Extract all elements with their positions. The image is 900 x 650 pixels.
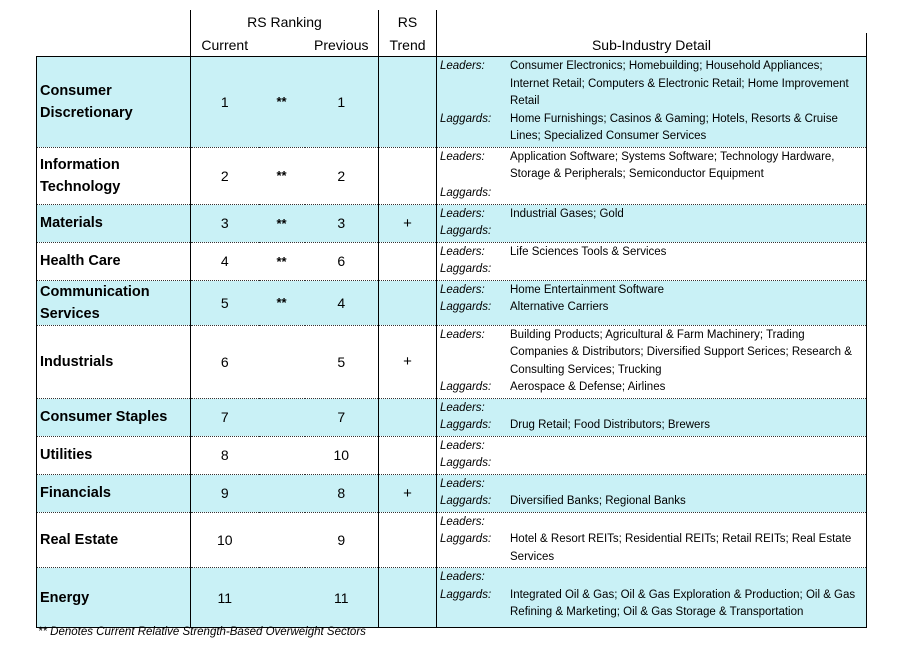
leaders-text: Consumer Electronics; Homebuilding; Household Appliances; Internet Retail; Computers & Electronic Retail; Home Improvement Retail bbox=[510, 60, 849, 107]
rs-trend bbox=[379, 147, 437, 204]
sector-name: Health Care bbox=[37, 242, 191, 280]
rs-header: RS bbox=[379, 10, 437, 33]
sub-industry-header: Sub-Industry Detail bbox=[437, 33, 867, 57]
leaders-line bbox=[440, 400, 862, 418]
laggards-line bbox=[440, 111, 862, 146]
rs-trend: + bbox=[379, 204, 437, 242]
previous-rank: 9 bbox=[305, 512, 379, 568]
current-rank: 7 bbox=[191, 398, 259, 436]
laggards-text: Home Furnishings; Casinos & Gaming; Hotels, Resorts & Cruise Lines; Specialized Consumer Services bbox=[510, 112, 838, 142]
rs-trend bbox=[379, 568, 437, 628]
overweight-marker: ** bbox=[259, 147, 305, 204]
laggards-line bbox=[440, 493, 862, 511]
leaders-text: Building Products; Agricultural & Farm Machinery; Trading Companies & Distributors; Diversified Support Serices; Research & Consulting Services; Trucking bbox=[510, 328, 852, 376]
rs-trend bbox=[379, 57, 437, 148]
header-row-1 bbox=[37, 10, 867, 33]
rs-trend: + bbox=[379, 474, 437, 512]
leaders-text: Industrial Gases; Gold bbox=[510, 207, 624, 220]
previous-rank: 11 bbox=[305, 568, 379, 628]
sub-industry-detail bbox=[437, 512, 867, 568]
table-row bbox=[37, 436, 867, 474]
laggards-text bbox=[510, 261, 862, 279]
laggards-label: Laggards: bbox=[440, 419, 492, 431]
laggards-label: Laggards: bbox=[440, 112, 492, 125]
laggards-line bbox=[440, 531, 862, 566]
sub-industry-detail bbox=[437, 242, 867, 280]
leaders-label: Leaders: bbox=[440, 245, 485, 258]
sector-name: Financials bbox=[37, 474, 191, 512]
laggards-label: Laggards: bbox=[440, 263, 492, 275]
laggards-text bbox=[510, 455, 862, 473]
leaders-line bbox=[440, 149, 862, 184]
current-rank: 11 bbox=[191, 568, 259, 628]
laggards-text bbox=[510, 223, 862, 241]
current-rank: 4 bbox=[191, 242, 259, 280]
overweight-marker: ** bbox=[259, 242, 305, 280]
leaders-line bbox=[440, 438, 862, 456]
current-rank: 2 bbox=[191, 147, 259, 204]
laggards-label: Laggards: bbox=[440, 495, 492, 507]
table-row bbox=[37, 280, 867, 325]
leaders-label: Leaders: bbox=[440, 283, 485, 296]
sector-name: Real Estate bbox=[37, 512, 191, 568]
laggards-label: Laggards: bbox=[440, 588, 492, 601]
sub-industry-detail bbox=[437, 568, 867, 628]
table-row bbox=[37, 57, 867, 148]
leaders-line bbox=[440, 476, 862, 494]
sector-name: Industrials bbox=[37, 325, 191, 398]
leaders-line bbox=[440, 514, 862, 532]
previous-rank: 6 bbox=[305, 242, 379, 280]
leaders-label: Leaders: bbox=[440, 60, 485, 72]
current-rank: 1 bbox=[191, 57, 259, 148]
sub-industry-detail bbox=[437, 474, 867, 512]
rs-trend bbox=[379, 280, 437, 325]
laggards-label: Laggards: bbox=[440, 225, 492, 237]
leaders-text: Home Entertainment Software bbox=[510, 283, 665, 296]
overweight-marker: ** bbox=[259, 57, 305, 148]
rs-trend: + bbox=[379, 325, 437, 398]
leaders-line bbox=[440, 244, 862, 262]
laggards-line bbox=[440, 587, 862, 622]
sector-name: Consumer Discretionary bbox=[37, 57, 191, 148]
laggards-line bbox=[440, 261, 862, 279]
laggards-line bbox=[440, 379, 862, 397]
sector-name: Energy bbox=[37, 568, 191, 628]
leaders-label: Leaders: bbox=[440, 439, 485, 452]
table-row bbox=[37, 568, 867, 628]
laggards-line bbox=[440, 455, 862, 473]
current-rank: 5 bbox=[191, 280, 259, 325]
sub-industry-detail bbox=[437, 398, 867, 436]
header-row-2 bbox=[37, 33, 867, 57]
leaders-text bbox=[510, 438, 862, 456]
overweight-marker bbox=[259, 512, 305, 568]
previous-rank: 8 bbox=[305, 474, 379, 512]
current-rank: 8 bbox=[191, 436, 259, 474]
trend-header: Trend bbox=[379, 33, 437, 57]
current-rank: 10 bbox=[191, 512, 259, 568]
current-header: Current bbox=[191, 33, 259, 57]
table-row bbox=[37, 398, 867, 436]
leaders-line bbox=[440, 206, 862, 224]
laggards-label: Laggards: bbox=[440, 533, 492, 545]
laggards-line bbox=[440, 185, 862, 203]
rs-trend bbox=[379, 242, 437, 280]
sector-name: Communication Services bbox=[37, 280, 191, 325]
table-row bbox=[37, 242, 867, 280]
footnote: ** Denotes Current Relative Strength-Based Overweight Sectors bbox=[38, 626, 366, 638]
sub-industry-detail bbox=[437, 436, 867, 474]
previous-rank: 1 bbox=[305, 57, 379, 148]
laggards-text: Alternative Carriers bbox=[510, 301, 609, 313]
sub-industry-detail bbox=[437, 280, 867, 325]
sub-industry-detail bbox=[437, 325, 867, 398]
leaders-label: Leaders: bbox=[440, 477, 485, 490]
laggards-label: Laggards: bbox=[440, 301, 492, 313]
overweight-marker bbox=[259, 436, 305, 474]
leaders-label: Leaders: bbox=[440, 515, 485, 528]
laggards-line bbox=[440, 417, 862, 435]
current-rank: 6 bbox=[191, 325, 259, 398]
laggards-label: Laggards: bbox=[440, 457, 492, 469]
leaders-line bbox=[440, 282, 862, 300]
sector-name: Utilities bbox=[37, 436, 191, 474]
leaders-label: Leaders: bbox=[440, 571, 485, 583]
sub-industry-detail bbox=[437, 57, 867, 148]
laggards-text: Hotel & Resort REITs; Residential REITs; Retail REITs; Real Estate Services bbox=[510, 533, 852, 563]
laggards-line bbox=[440, 223, 862, 241]
leaders-line bbox=[440, 569, 862, 587]
rs-ranking-header: RS Ranking bbox=[191, 10, 379, 33]
previous-rank: 7 bbox=[305, 398, 379, 436]
previous-rank: 10 bbox=[305, 436, 379, 474]
sector-name: Materials bbox=[37, 204, 191, 242]
laggards-text bbox=[510, 185, 862, 203]
leaders-label: Leaders: bbox=[440, 150, 485, 163]
leaders-label: Leaders: bbox=[440, 207, 485, 220]
overweight-marker: ** bbox=[259, 280, 305, 325]
table-row bbox=[37, 147, 867, 204]
leaders-label: Leaders: bbox=[440, 401, 485, 414]
sector-name: Consumer Staples bbox=[37, 398, 191, 436]
previous-header: Previous bbox=[305, 33, 379, 57]
leaders-text bbox=[510, 514, 862, 532]
laggards-text: Drug Retail; Food Distributors; Brewers bbox=[510, 419, 711, 431]
rs-trend bbox=[379, 436, 437, 474]
table-row bbox=[37, 512, 867, 568]
laggards-text: Aerospace & Defense; Airlines bbox=[510, 381, 666, 393]
sector-name: Information Technology bbox=[37, 147, 191, 204]
rs-ranking-table bbox=[36, 10, 867, 628]
previous-rank: 5 bbox=[305, 325, 379, 398]
laggards-text: Diversified Banks; Regional Banks bbox=[510, 495, 686, 507]
overweight-marker bbox=[259, 398, 305, 436]
table-row bbox=[37, 325, 867, 398]
laggards-label: Laggards: bbox=[440, 381, 492, 393]
laggards-label: Laggards: bbox=[440, 187, 492, 199]
leaders-text bbox=[510, 400, 862, 418]
leaders-line bbox=[440, 58, 862, 111]
table-row bbox=[37, 474, 867, 512]
table-row bbox=[37, 204, 867, 242]
overweight-marker: ** bbox=[259, 204, 305, 242]
current-rank: 3 bbox=[191, 204, 259, 242]
leaders-text: Application Software; Systems Software; Technology Hardware, Storage & Peripherals; Semiconductor Equipment bbox=[510, 150, 835, 180]
rs-trend bbox=[379, 398, 437, 436]
leaders-label: Leaders: bbox=[440, 328, 485, 341]
leaders-line bbox=[440, 327, 862, 380]
leaders-text bbox=[510, 569, 862, 587]
rs-trend bbox=[379, 512, 437, 568]
overweight-marker bbox=[259, 474, 305, 512]
sub-industry-detail bbox=[437, 147, 867, 204]
current-rank: 9 bbox=[191, 474, 259, 512]
previous-rank: 2 bbox=[305, 147, 379, 204]
laggards-text: Integrated Oil & Gas; Oil & Gas Exploration & Production; Oil & Gas Refining & Marketing; Oil & Gas Storage & Transportation bbox=[510, 588, 856, 618]
previous-rank: 4 bbox=[305, 280, 379, 325]
leaders-text: Life Sciences Tools & Services bbox=[510, 245, 667, 258]
leaders-text bbox=[510, 476, 862, 494]
sub-industry-detail bbox=[437, 204, 867, 242]
laggards-line bbox=[440, 299, 862, 317]
overweight-marker bbox=[259, 325, 305, 398]
overweight-marker bbox=[259, 568, 305, 628]
previous-rank: 3 bbox=[305, 204, 379, 242]
